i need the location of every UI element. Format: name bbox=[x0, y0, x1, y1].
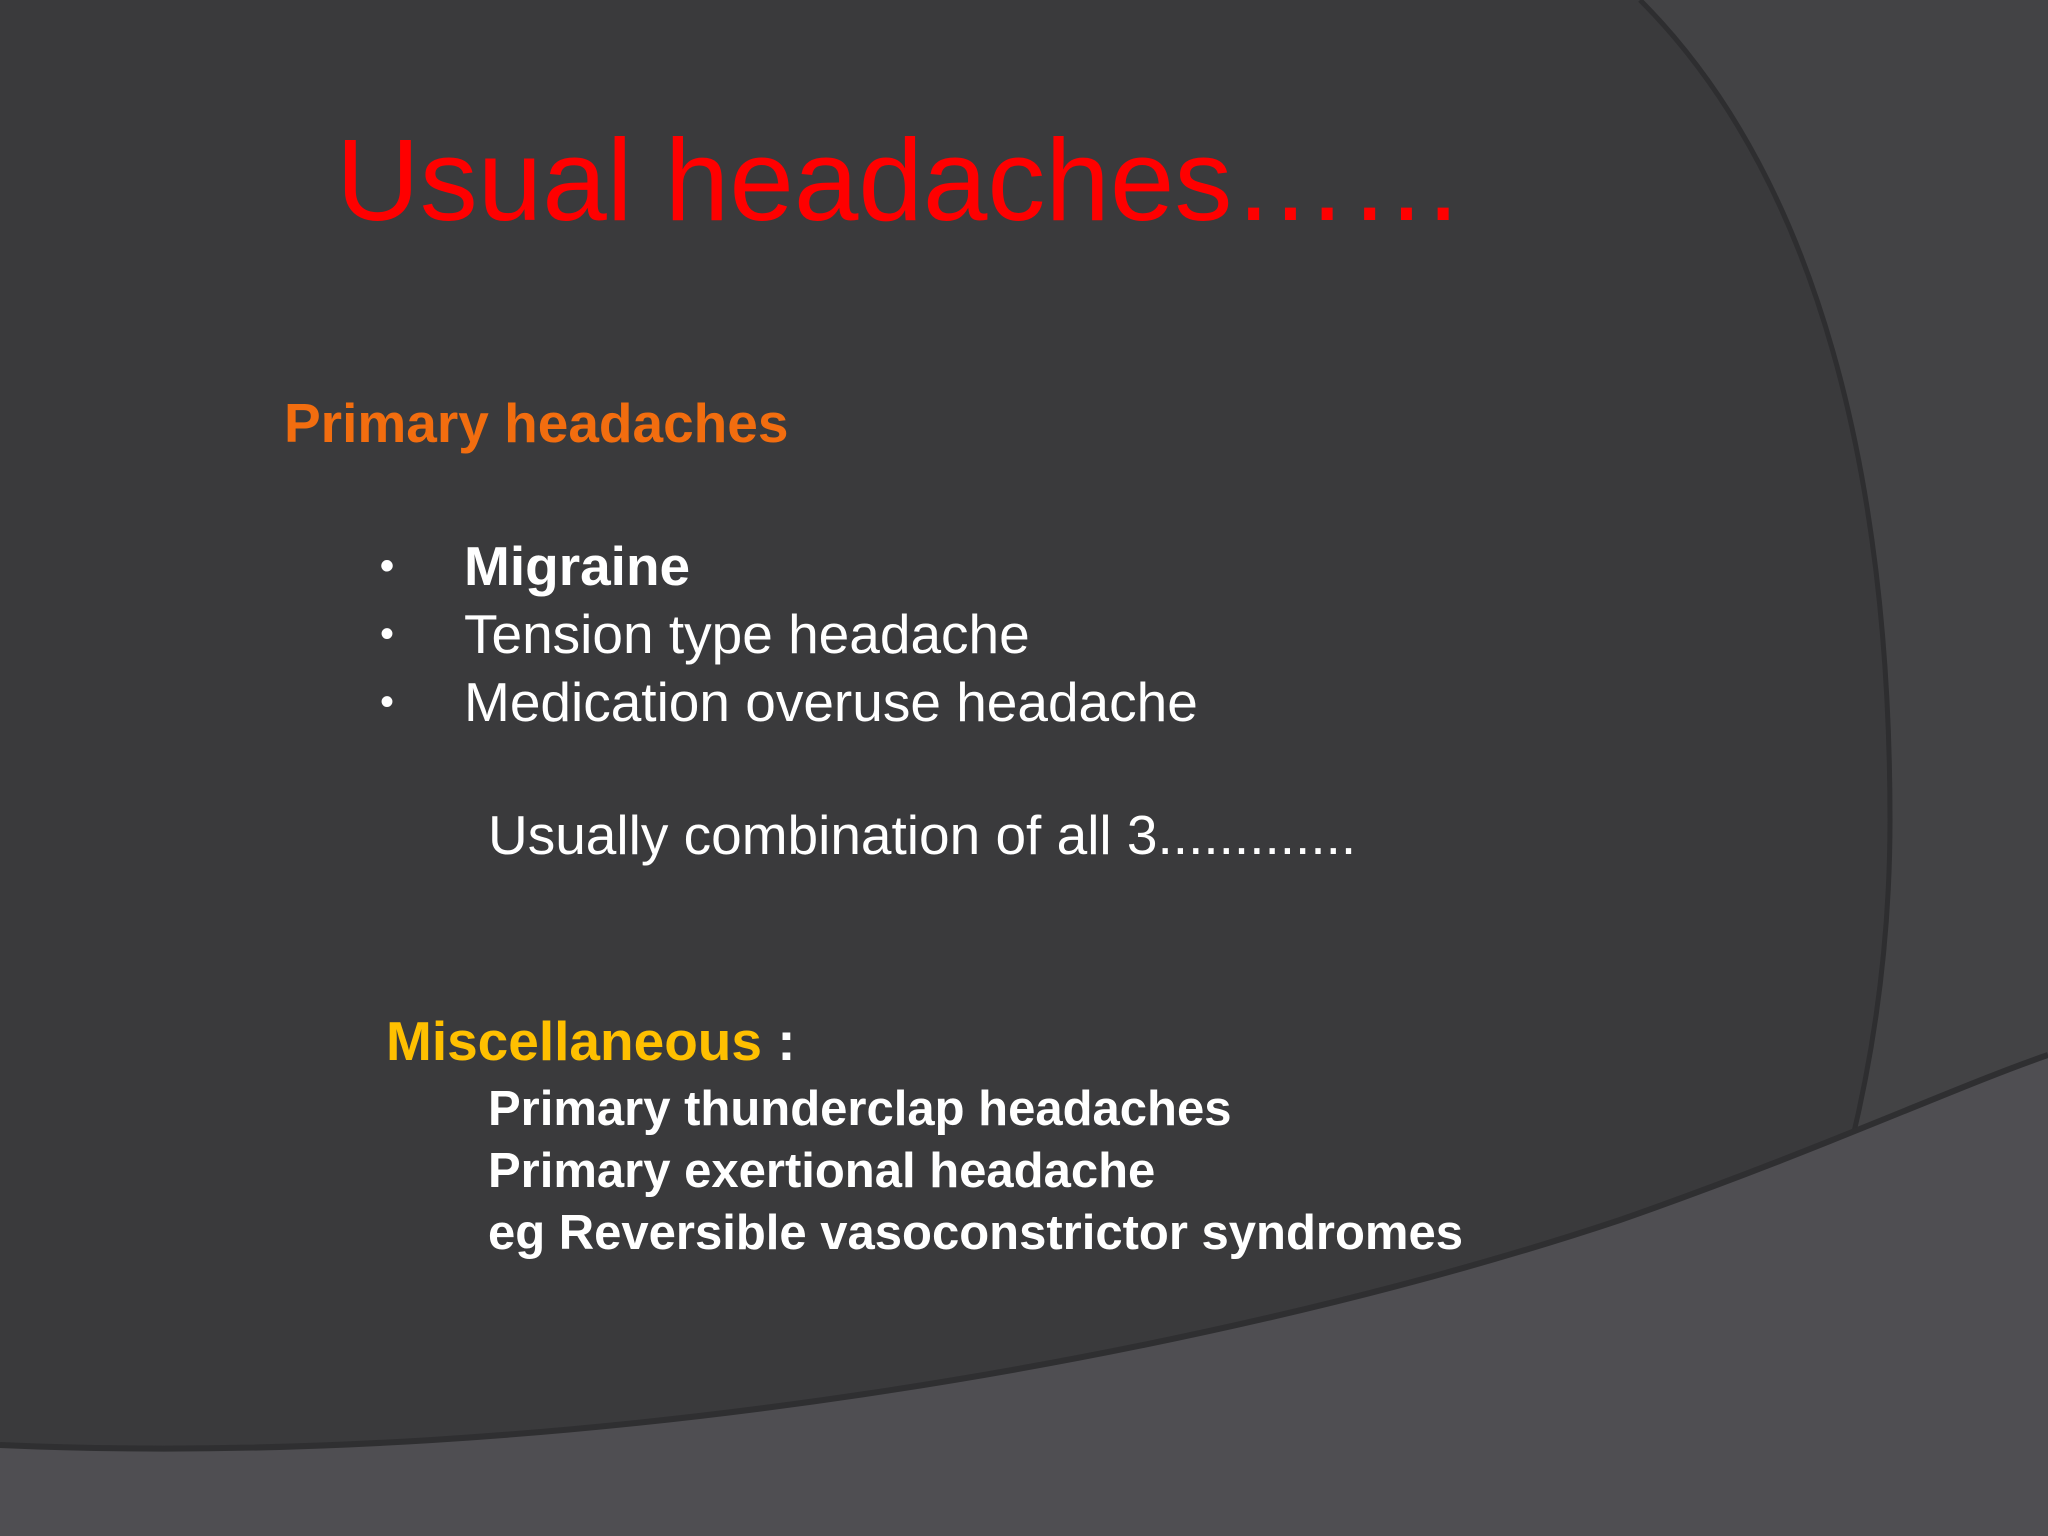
combination-note: Usually combination of all 3............. bbox=[488, 804, 1357, 866]
list-item-label: Migraine bbox=[464, 535, 691, 597]
bullet-icon: • bbox=[380, 544, 395, 588]
miscellaneous-colon: : bbox=[761, 1010, 796, 1072]
slide-title: Usual headaches…… bbox=[336, 115, 1465, 245]
list-item: eg Reversible vasoconstrictor syndromes bbox=[488, 1206, 1463, 1260]
list-item-label: Tension type headache bbox=[464, 603, 1030, 665]
miscellaneous-label: Miscellaneous bbox=[386, 1010, 762, 1072]
bullet-icon: • bbox=[380, 612, 395, 656]
list-item-label: Medication overuse headache bbox=[464, 671, 1198, 733]
primary-headaches-heading: Primary headaches bbox=[284, 392, 789, 454]
primary-headache-list bbox=[380, 532, 1198, 736]
list-item bbox=[380, 532, 1198, 600]
miscellaneous-heading bbox=[386, 1010, 796, 1072]
miscellaneous-list bbox=[488, 1078, 1463, 1264]
list-item: Primary thunderclap headaches bbox=[488, 1082, 1232, 1136]
list-item bbox=[380, 668, 1198, 736]
list-item: Primary exertional headache bbox=[488, 1144, 1156, 1198]
bullet-icon: • bbox=[380, 680, 395, 724]
list-item bbox=[380, 600, 1198, 668]
